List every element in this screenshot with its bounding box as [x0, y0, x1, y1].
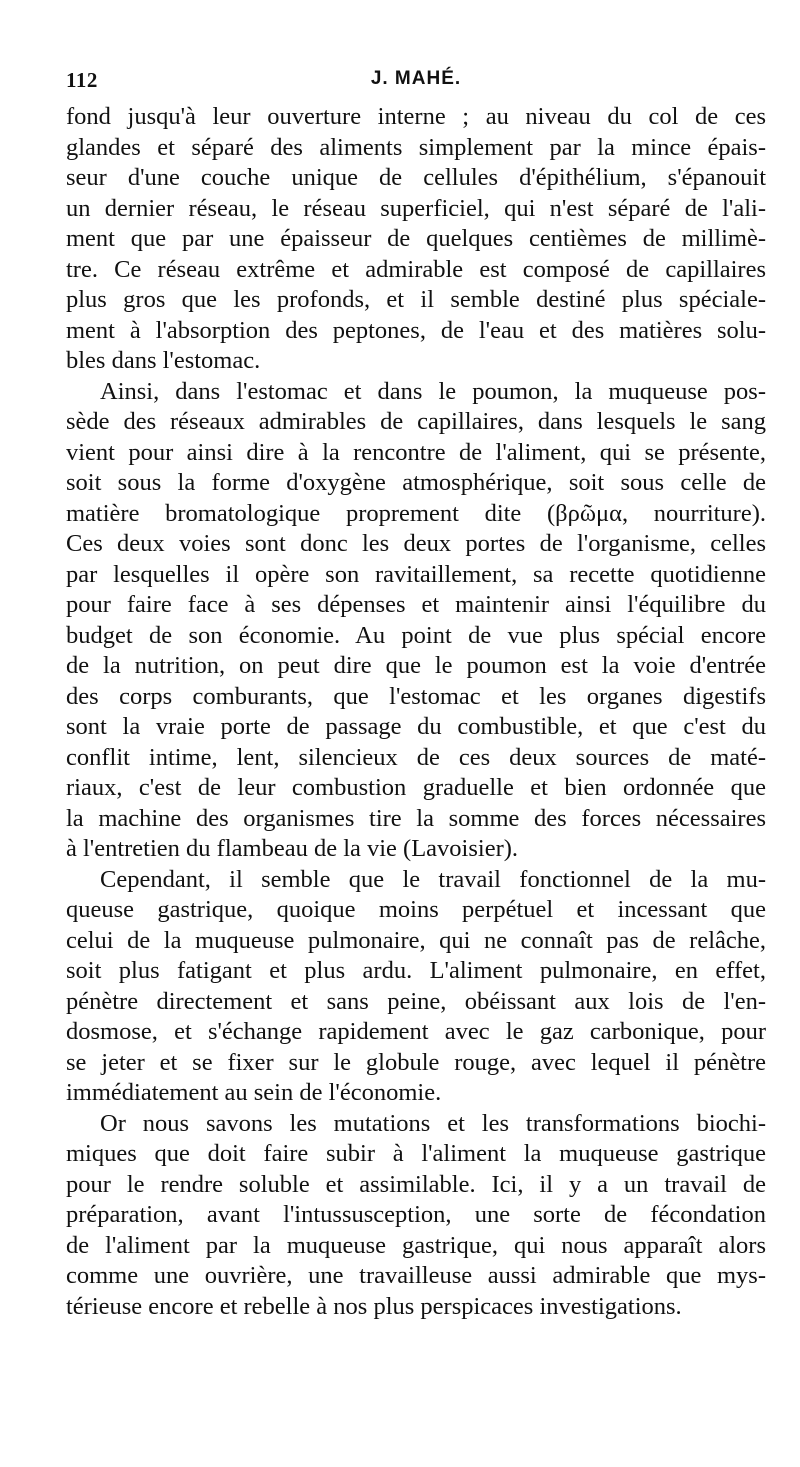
text-line: plus gros que les profonds, et il semble destiné plus spéciale-	[66, 286, 766, 313]
text-line: Ces deux voies sont donc les deux portes de l'organisme, celles	[66, 530, 766, 557]
text-line: térieuse encore et rebelle à nos plus perspicaces investigations.	[66, 1292, 682, 1320]
text-line: pénètre directement et sans peine, obéissant aux lois de l'en-	[66, 987, 766, 1015]
text-line: matière bromatologique proprement dite (βρῶμα, nourriture).	[66, 499, 766, 527]
text-line: vient pour ainsi dire à la rencontre de l'aliment, qui se présente,	[66, 438, 766, 466]
text-line: par lesquelles il opère son ravitaillement, sa recette quotidienne	[66, 560, 766, 588]
paragraph	[66, 1109, 766, 1323]
text-line: miques que doit faire subir à l'aliment la muqueuse gastrique	[66, 1140, 766, 1167]
page-number: 112	[66, 68, 98, 92]
text-line: riaux, c'est de leur combustion graduelle et bien ordonnée que	[66, 774, 766, 801]
text-line: pour faire face à ses dépenses et maintenir ainsi l'équilibre du	[66, 591, 766, 618]
text-line: comme une ouvrière, une travailleuse aussi admirable que mys-	[66, 1262, 766, 1289]
text-line: sont la vraie porte de passage du combustible, et que c'est du	[66, 713, 766, 740]
text-line: fond jusqu'à leur ouverture interne ; au niveau du col de ces	[66, 103, 766, 130]
text-line: pour le rendre soluble et assimilable. Ici, il y a un travail de	[66, 1170, 766, 1198]
body-text	[66, 102, 766, 1322]
text-line: bles dans l'estomac.	[66, 347, 261, 374]
paragraph	[66, 102, 766, 377]
text-line: de l'aliment par la muqueuse gastrique, qui nous apparaît alors	[66, 1231, 766, 1259]
text-line: se jeter et se fixer sur le globule rouge, avec lequel il pénètre	[66, 1048, 766, 1076]
text-line: budget de son économie. Au point de vue plus spécial encore	[66, 621, 766, 649]
text-line: Cependant, il semble que le travail fonctionnel de la mu-	[100, 865, 766, 893]
text-line: de la nutrition, on peut dire que le poumon est la voie d'entrée	[66, 652, 766, 679]
text-line: conflit intime, lent, silencieux de ces deux sources de maté-	[66, 743, 766, 771]
text-line: préparation, avant l'intussusception, une sorte de fécondation	[66, 1201, 766, 1228]
paragraph	[66, 865, 766, 1109]
text-line: celui de la muqueuse pulmonaire, qui ne connaît pas de relâche,	[66, 926, 766, 954]
text-line: un dernier réseau, le réseau superficiel, qui n'est séparé de l'ali-	[66, 194, 766, 222]
text-line: des corps comburants, que l'estomac et les organes digestifs	[66, 682, 766, 710]
text-line: queuse gastrique, quoique moins perpétuel et incessant que	[66, 896, 766, 923]
text-line: sède des réseaux admirables de capillaires, dans lesquels le sang	[66, 408, 766, 435]
text-line: ment que par une épaisseur de quelques centièmes de millimè-	[66, 225, 766, 252]
text-line: soit plus fatigant et plus ardu. L'aliment pulmonaire, en effet,	[66, 957, 766, 984]
text-line: Ainsi, dans l'estomac et dans le poumon, la muqueuse pos-	[100, 377, 766, 405]
text-line: Or nous savons les mutations et les transformations biochi-	[100, 1109, 766, 1137]
paragraph	[66, 377, 766, 865]
running-head	[66, 68, 766, 96]
text-line: soit sous la forme d'oxygène atmosphérique, soit sous celle de	[66, 469, 766, 496]
text-line: glandes et séparé des aliments simplement par la mince épais-	[66, 133, 766, 161]
text-line: tre. Ce réseau extrême et admirable est composé de capillaires	[66, 255, 766, 283]
text-line: la machine des organismes tire la somme des forces nécessaires	[66, 804, 766, 832]
running-head-author: J. MAHÉ.	[370, 68, 462, 89]
text-line: immédiatement au sein de l'économie.	[66, 1079, 442, 1106]
text-line: dosmose, et s'échange rapidement avec le gaz carbonique, pour	[66, 1018, 766, 1045]
text-line: ment à l'absorption des peptones, de l'eau et des matières solu-	[66, 316, 766, 344]
text-line: à l'entretien du flambeau de la vie (Lavoisier).	[66, 835, 519, 862]
text-line: seur d'une couche unique de cellules d'épithélium, s'épanouit	[66, 164, 766, 191]
